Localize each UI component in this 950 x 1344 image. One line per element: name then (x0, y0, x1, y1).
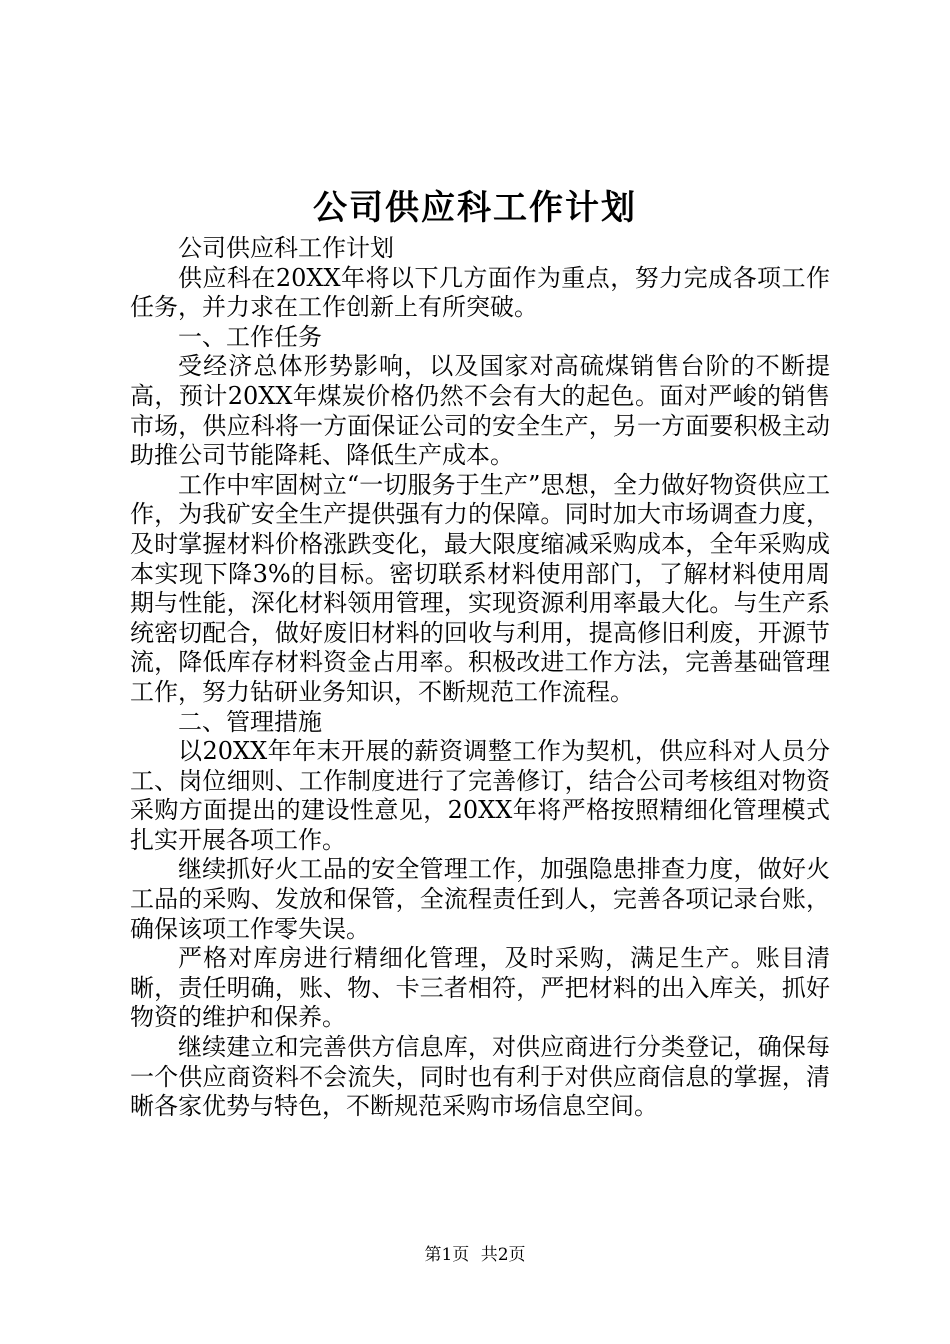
page-total: 共2页 (480, 1245, 526, 1265)
section-heading-measures: 二、管理措施 (178, 707, 322, 736)
paragraph: 严格对库房进行精细化管理，及时采购，满足生产。账目清晰，责任明确，账、物、卡三者相符，严把材料的出入库关，抓好物资的维护和保养。 (130, 944, 830, 1032)
paragraph: 工作中牢固树立“一切服务于生产”思想，全力做好物资供应工作，为我矿安全生产提供强有力的保障。同时加大市场调查力度，及时掌握材料价格涨跌变化，最大限度缩减采购成本，全年采购成本实现下降3%的目标。密切联系材料使用部门，了解材料使用周期与性能，深化材料领用管理，实现资源利用率最大化。与生产系统密切配合，做好废旧材料的回收与利用，提高修旧利废，开源节流，降低库存材料资金占用率。积极改进工作方法，完善基础管理工作，努力钻研业务知识，不断规范工作流程。 (130, 470, 830, 706)
paragraph: 继续抓好火工品的安全管理工作，加强隐患排查力度，做好火工品的采购、发放和保管，全流程责任到人，完善各项记录台账，确保该项工作零失误。 (130, 855, 830, 943)
paragraph: 继续建立和完善供方信息库，对供应商进行分类登记，确保每一个供应商资料不会流失，同时也有利于对供应商信息的掌握，清晰各家优势与特色，不断规范采购市场信息空间。 (130, 1033, 830, 1121)
document-body (130, 234, 830, 1122)
page-footer (0, 1243, 950, 1267)
paragraph-intro: 供应科在20XX年将以下几方面作为重点，努力完成各项工作任务，并力求在工作创新上有所突破。 (130, 263, 830, 322)
paragraph-subtitle: 公司供应科工作计划 (178, 234, 394, 262)
document-title: 公司供应科工作计划 (313, 188, 637, 228)
paragraph: 以20XX年年末开展的薪资调整工作为契机，供应科对人员分工、岗位细则、工作制度进行了完善修订，结合公司考核组对物资采购方面提出的建设性意见，20XX年将严格按照精细化管理模式扎实开展各项工作。 (130, 737, 830, 854)
paragraph: 受经济总体形势影响，以及国家对高硫煤销售台阶的不断提高，预计20XX年煤炭价格仍然不会有大的起色。面对严峻的销售市场，供应科将一方面保证公司的安全生产，另一方面要积极主动助推公司节能降耗、降低生产成本。 (130, 352, 830, 470)
section-heading-tasks: 一、工作任务 (178, 322, 322, 351)
page-number: 第1页 (424, 1245, 470, 1265)
